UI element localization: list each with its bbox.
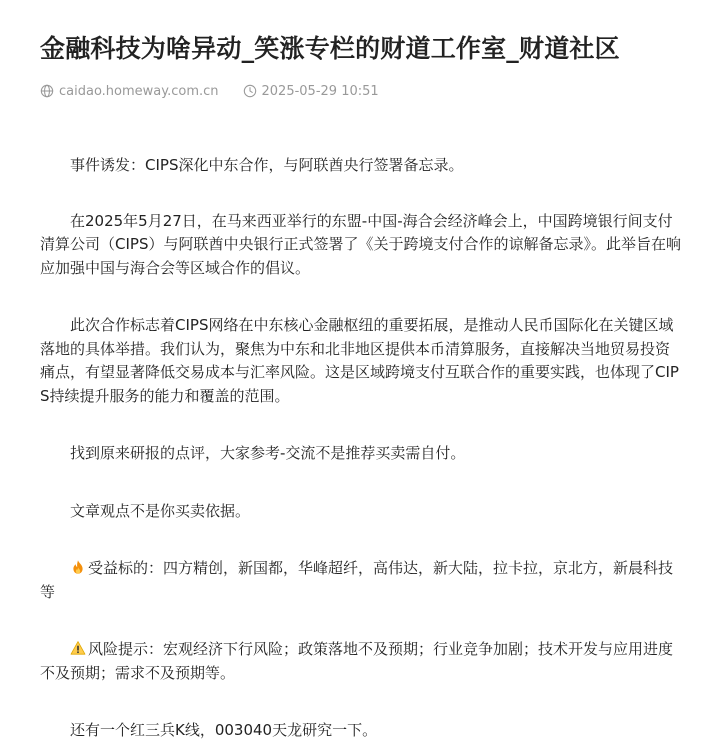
paragraph-detail: 在2025年5月27日，在马来西亚举行的东盟-中国-海合会经济峰会上，中国跨境银行间支付清算公司（CIPS）与阿联酋中央银行正式签署了《关于跨境支付合作的谅解备忘录》。此举旨在响应加强中国与海合会等区域合作的倡议。: [40, 211, 681, 277]
publish-time: [243, 84, 379, 99]
page-title: 金融科技为啥异动_笑涨专栏的财道工作室_财道社区: [40, 34, 620, 63]
paragraph-risks: [40, 638, 684, 685]
warning-icon: [70, 640, 86, 656]
article-body: [40, 154, 684, 743]
timestamp: 2025-05-29 10:51: [261, 83, 379, 99]
article-meta: [40, 80, 684, 102]
beneficiaries-text: 受益标的：四方精创，新国都，华峰超纤，高伟达，新大陆，拉卡拉，京北方，新晨科技等: [40, 559, 674, 601]
paragraph-analysis: 此次合作标志着CIPS网络在中东核心金融枢纽的重要拓展，是推动人民币国际化在关键区域落地的具体举措。我们认为，聚焦为中东和北非地区提供本币清算服务，直接解决当地贸易投资痛点，有望显著降低交易成本与汇率风险。这是区域跨境支付互联合作的重要实践，也体现了CIPS持续提升服务的能力和覆盖的范围。: [40, 316, 679, 405]
paragraph-beneficiaries: [40, 557, 684, 604]
paragraph-trigger: 事件诱发：CIPS深化中东合作，与阿联酋央行签署备忘录。: [70, 156, 464, 174]
paragraph-closing: 还有一个红三兵K线，003040天龙研究一下。: [70, 721, 378, 739]
paragraph-source-note: 找到原来研报的点评，大家参考-交流不是推荐买卖需自付。: [70, 444, 466, 462]
risks-text: 风险提示：宏观经济下行风险；政策落地不及预期；行业竞争加剧；技术开发与应用进度不及预期；需求不及预期等。: [40, 640, 674, 682]
site-source[interactable]: [40, 84, 219, 99]
clock-icon: [243, 84, 257, 98]
fire-icon: [70, 559, 86, 575]
paragraph-disclaimer: 文章观点不是你买卖依据。: [70, 501, 251, 520]
site-domain: caidao.homeway.com.cn: [59, 83, 219, 99]
globe-icon: [40, 84, 54, 98]
